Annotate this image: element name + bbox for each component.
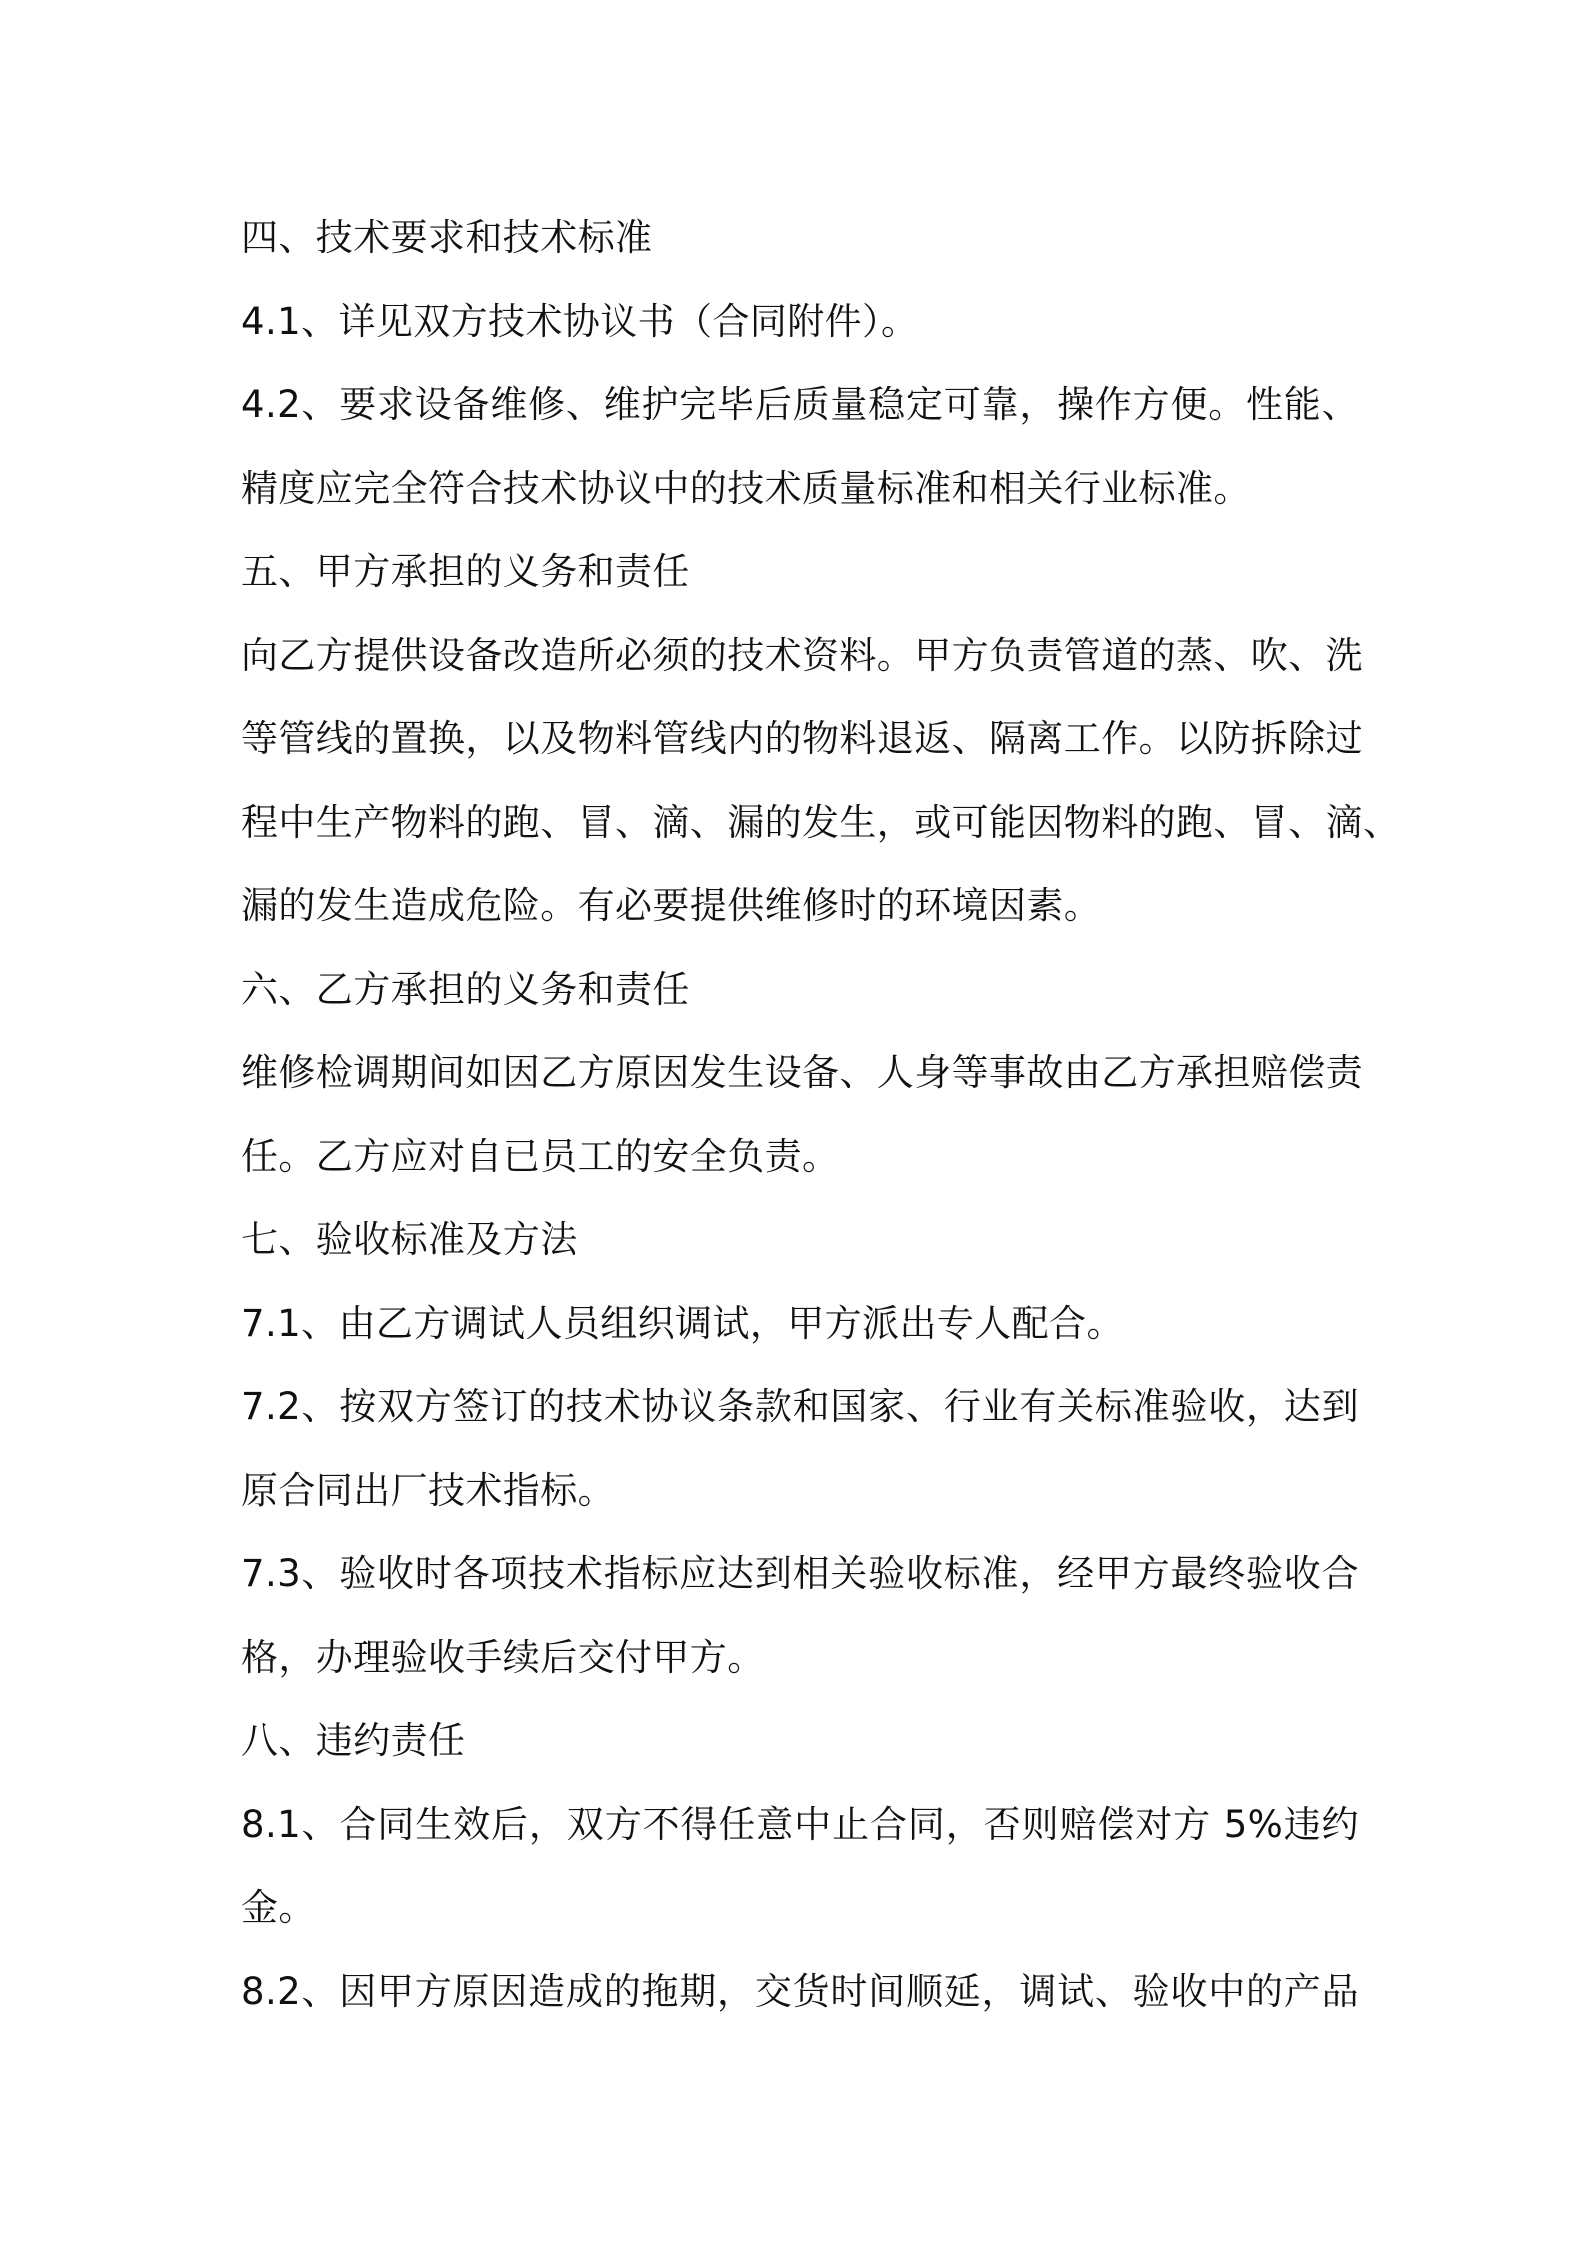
clause-7-2-line-1: 7.2、按双方签订的技术协议条款和国家、行业有关标准验收，达到 bbox=[241, 1385, 1359, 1428]
section-heading-4: 四、技术要求和技术标准 bbox=[241, 216, 653, 259]
clause-4-1: 4.1、详见双方技术协议书（合同附件）。 bbox=[241, 299, 919, 343]
section-5-paragraph-line-3: 程中生产物料的跑、冒、滴、漏的发生，或可能因物料的跑、冒、滴、 bbox=[241, 800, 1401, 844]
section-6-paragraph-line-2: 任。乙方应对自已员工的安全负责。 bbox=[241, 1134, 840, 1178]
section-5-paragraph-line-2: 等管线的置换，以及物料管线内的物料退返、隔离工作。以防拆除过 bbox=[241, 717, 1363, 760]
section-heading-7: 七、验收标准及方法 bbox=[241, 1218, 578, 1261]
clause-8-1-line-2: 金。 bbox=[241, 1886, 316, 1929]
section-heading-8: 八、违约责任 bbox=[241, 1719, 466, 1762]
clause-7-3-line-1: 7.3、验收时各项技术指标应达到相关验收标准，经甲方最终验收合 bbox=[241, 1552, 1359, 1595]
section-5-paragraph-line-4: 漏的发生造成危险。有必要提供维修时的环境因素。 bbox=[241, 884, 1102, 927]
section-5-paragraph-line-1: 向乙方提供设备改造所必须的技术资料。甲方负责管道的蒸、吹、洗 bbox=[241, 633, 1363, 677]
clause-7-3-line-2: 格，办理验收手续后交付甲方。 bbox=[241, 1635, 765, 1679]
clause-4-2-line-1: 4.2、要求设备维修、维护完毕后质量稳定可靠，操作方便。性能、 bbox=[241, 383, 1359, 426]
section-6-paragraph-line-1: 维修检调期间如因乙方原因发生设备、人身等事故由乙方承担赔偿责 bbox=[241, 1051, 1363, 1094]
clause-7-1: 7.1、由乙方调试人员组织调试，甲方派出专人配合。 bbox=[241, 1301, 1124, 1345]
section-heading-6: 六、乙方承担的义务和责任 bbox=[241, 967, 690, 1011]
clause-4-2-line-2: 精度应完全符合技术协议中的技术质量标准和相关行业标准。 bbox=[241, 466, 1251, 510]
document-body bbox=[241, 196, 1401, 2033]
clause-8-2-line-1: 8.2、因甲方原因造成的拖期，交货时间顺延，调试、验收中的产品 bbox=[241, 1969, 1359, 2013]
section-heading-5: 五、甲方承担的义务和责任 bbox=[241, 550, 690, 593]
clause-7-2-line-2: 原合同出厂技术指标。 bbox=[241, 1468, 615, 1512]
clause-8-1-line-1: 8.1、合同生效后，双方不得任意中止合同，否则赔偿对方 5%违约 bbox=[241, 1802, 1359, 1846]
